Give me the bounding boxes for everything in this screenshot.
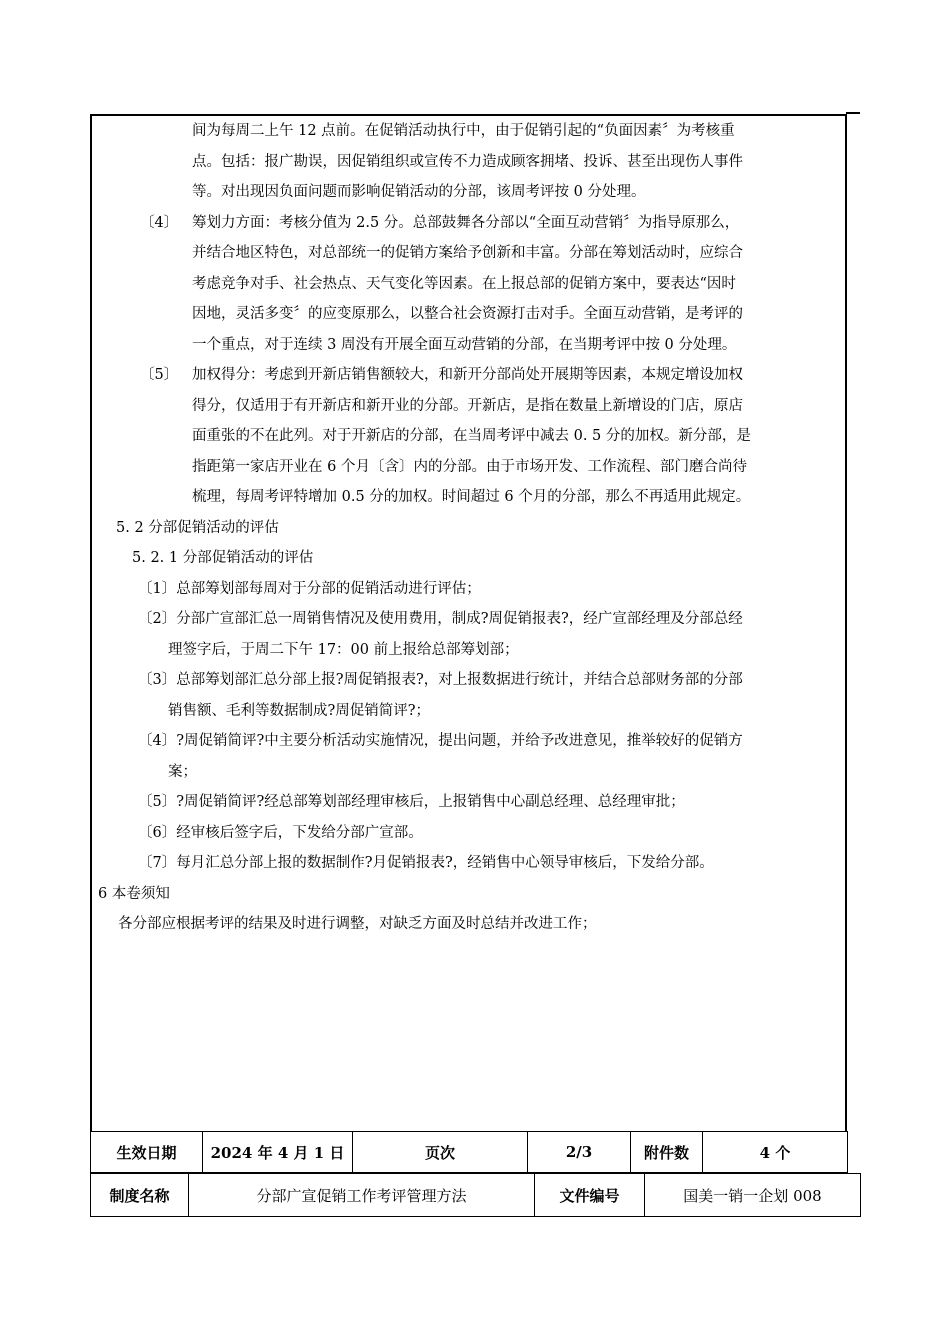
effective-date-value: 2024 年 4 月 1 日 (203, 1132, 353, 1173)
regulation-name-value: 分部广宣促销工作考评管理方法 (189, 1174, 535, 1217)
text-line: 点。包括：报广勘误，因促销组织或宣传不力造成顾客拥堵、投诉、甚至出现伤人事件 (192, 153, 743, 170)
list-item-5 (98, 360, 840, 391)
item-number: 〔4〕 (140, 214, 179, 231)
eval-item-5 (98, 787, 840, 818)
eval-item-4 (98, 726, 840, 757)
footer-table-row1 (90, 1131, 848, 1173)
page-value: 2/3 (528, 1132, 631, 1173)
regulation-name-label: 制度名称 (91, 1174, 189, 1217)
document-number-value: 国美一销一企划 008 (645, 1174, 861, 1217)
text-line: 销售额、毛利等数据制成?周促销简评?； (168, 702, 431, 719)
text-line: 案； (168, 763, 197, 780)
frame-right-line (845, 114, 847, 1132)
frame-top-right-tick (846, 112, 860, 114)
eval-item-2 (98, 604, 840, 635)
frame-left-line (90, 114, 92, 1132)
section-heading-5-2: 5. 2 分部促销活动的评估 (116, 519, 279, 536)
page-label: 页次 (353, 1132, 528, 1173)
attachment-count-label: 附件数 (631, 1132, 703, 1173)
item-number: 〔5〕 (140, 367, 179, 383)
text-line: 得分，仅适用于有开新店和新开业的分部。开新店，是指在数量上新增设的门店，原店 (192, 397, 743, 414)
text-line: 〔7〕每月汇总分部上报的数据制作?月促销报表?，经销售中心领导审核后，下发给分部。 (138, 855, 714, 871)
eval-item-1 (98, 574, 840, 605)
attachment-count-value: 4 个 (703, 1132, 848, 1173)
document-body (98, 116, 840, 940)
footer-table-row2 (90, 1173, 861, 1217)
text-line: 筹划力方面：考核分值为 2.5 分。总部鼓舞各分部以“全面互动营销〞为指导原那么， (192, 214, 740, 231)
text-line: 〔4〕?周促销简评?中主要分析活动实施情况，提出问题，并给予改进意见，推举较好的促销方 (138, 733, 743, 749)
text-line: 面重张的不在此列。对于开新店的分部，在当周考评中减去 0. 5 分的加权。新分部，是 (192, 428, 751, 444)
section-heading-5-2-1: 5. 2. 1 分部促销活动的评估 (132, 550, 314, 566)
eval-item-4-cont (98, 757, 840, 788)
text-line: 考虑竞争对手、社会热点、天气变化等因素。在上报总部的促销方案中，要表达“因时 (192, 275, 736, 292)
text-line: 各分部应根据考评的结果及时进行调整，对缺乏方面及时总结并改进工作； (118, 916, 597, 932)
text-line: 理签字后，于周二下午 17：00 前上报给总部筹划部； (168, 641, 519, 658)
eval-item-6 (98, 818, 840, 849)
text-line: 等。对出现因负面问题而影响促销活动的分部，该周考评按 0 分处理。 (192, 184, 646, 200)
text-line: 加权得分：考虑到开新店销售额较大，和新开分部尚处开展期等因素，本规定增设加权 (192, 367, 743, 383)
list-item-4 (98, 208, 840, 239)
eval-item-7 (98, 848, 840, 879)
eval-item-2-cont (98, 635, 840, 666)
text-line: 梳理，每周考评特增加 0.5 分的加权。时间超过 6 个月的分部，那么不再适用此规定。 (192, 489, 751, 505)
eval-item-3-cont (98, 696, 840, 727)
text-line: 间为每周二上午 12 点前。在促销活动执行中，由于促销引起的“负面因素〞为考核重 (192, 123, 735, 139)
text-line: 因地，灵活多变〞的应变原那么，以整合社会资源打击对手。全面互动营销，是考评的 (192, 306, 743, 322)
text-line: 〔6〕经审核后签字后，下发给分部广宣部。 (138, 824, 423, 841)
text-line: 〔2〕分部广宣部汇总一周销售情况及使用费用，制成?周促销报表?，经广宣部经理及分部总经 (138, 611, 743, 627)
text-line: 〔3〕总部筹划部汇总分部上报?周促销报表?，对上报数据进行统计，并结合总部财务部的分部 (138, 672, 743, 688)
eval-item-3 (98, 665, 840, 696)
text-line: 一个重点，对于连续 3 周没有开展全面互动营销的分部，在当期考评中按 0 分处理。 (192, 336, 737, 353)
document-number-label: 文件编号 (535, 1174, 645, 1217)
text-line: 并结合地区特色，对总部统一的促销方案给予创新和丰富。分部在筹划活动时，应综合 (192, 245, 743, 261)
text-line: 〔1〕总部筹划部每周对于分部的促销活动进行评估； (138, 580, 481, 597)
text-line: 〔5〕?周促销简评?经总部筹划部经理审核后，上报销售中心副总经理、总经理审批； (138, 794, 685, 810)
effective-date-label: 生效日期 (91, 1132, 203, 1173)
section-heading-6: 6 本卷须知 (98, 885, 170, 902)
text-line: 指距第一家店开业在 6 个月〔含〕内的分部。由于市场开发、工作流程、部门磨合尚待 (192, 458, 747, 475)
